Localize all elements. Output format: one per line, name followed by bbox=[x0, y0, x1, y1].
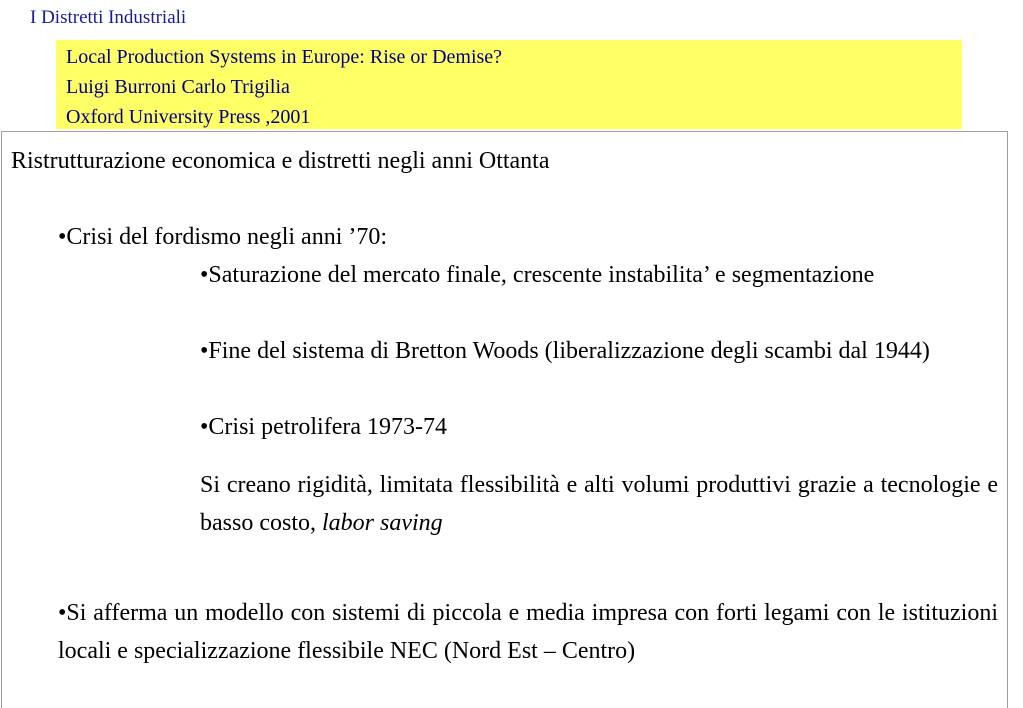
reference-box bbox=[56, 40, 962, 129]
rigidity-paragraph bbox=[200, 466, 998, 542]
reference-authors: Luigi Burroni Carlo Trigilia bbox=[66, 76, 290, 98]
reference-book-title: Local Production Systems in Europe: Rise or Demise? bbox=[66, 46, 503, 68]
bullet-sme-model: •Si afferma un modello con sistemi di piccola e media impresa con forti legami con le istituzioni locali e specializzazione flessibile NEC (Nord Est – Centro) bbox=[58, 600, 998, 664]
sub-bullet-oil-crisis: •Crisi petrolifera 1973-74 bbox=[200, 414, 448, 440]
sub-bullet-market-saturation: •Saturazione del mercato finale, crescente instabilita’ e segmentazione bbox=[200, 262, 875, 288]
content-box bbox=[1, 131, 1008, 708]
content-heading: Ristrutturazione economica e distretti negli anni Ottanta bbox=[11, 148, 550, 174]
slide-title: I Distretti Industriali bbox=[30, 7, 187, 28]
bullet-fordism-crisis: •Crisi del fordismo negli anni ’70: bbox=[58, 224, 388, 250]
labor-saving-emphasis: labor saving bbox=[322, 510, 443, 536]
rigidity-paragraph-text: Si creano rigidità, limitata flessibilità e alti volumi produttivi grazie a tecnologie e basso costo, bbox=[200, 472, 998, 536]
reference-publisher: Oxford University Press ,2001 bbox=[66, 106, 311, 128]
sub-bullet-bretton-woods: •Fine del sistema di Bretton Woods (liberalizzazione degli scambi dal 1944) bbox=[200, 338, 930, 364]
